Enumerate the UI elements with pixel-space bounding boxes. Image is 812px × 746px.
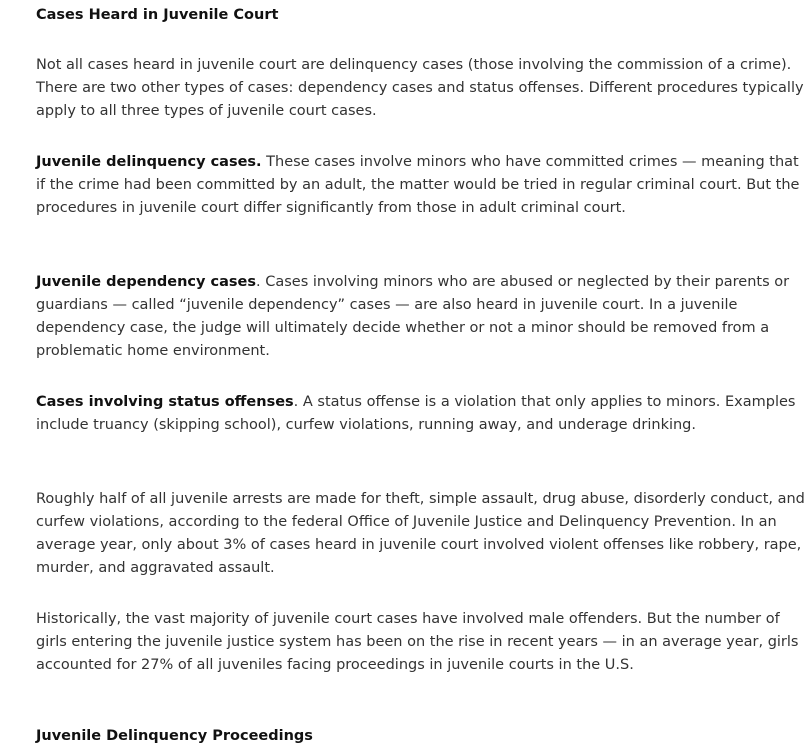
gender-paragraph: Historically, the vast majority of juvenile court cases have involved male offenders. But the number of girls entering the juvenile justice system has been on the rise in recent years — in an average year, girls accounted for 27% of all juveniles facing proceedings in juvenile courts in the U.S. xyxy=(36,611,799,673)
status-text: . A status offense is a violation that only applies to minors. Examples include truancy (skipping school), curfew violations, running away, and underage drinking. xyxy=(36,394,796,433)
dependency-paragraph xyxy=(36,271,806,363)
section-heading: Cases Heard in Juvenile Court xyxy=(36,7,279,23)
status-offense-paragraph xyxy=(36,391,806,437)
next-section-heading: Juvenile Delinquency Proceedings xyxy=(36,728,313,744)
intro-paragraph: Not all cases heard in juvenile court are delinquency cases (those involving the commission of a crime). There are two other types of cases: dependency cases and status offenses. Different procedures typically apply to all three types of juvenile court cases. xyxy=(36,57,804,119)
delinquency-lead: Juvenile delinquency cases. xyxy=(36,154,262,170)
dependency-text: . Cases involving minors who are abused or neglected by their parents or guardians — called “juvenile dependency” cases — are also heard in juvenile court. In a juvenile dependency case, the judge will ultimately decide whether or not a minor should be removed from a problematic home environment. xyxy=(36,274,790,359)
delinquency-text: These cases involve minors who have committed crimes — meaning that if the crime had been committed by an adult, the matter would be tried in regular criminal court. But the procedures in juvenile court differ significantly from those in adult criminal court. xyxy=(36,154,800,216)
delinquency-paragraph xyxy=(36,151,806,220)
status-lead: Cases involving status offenses xyxy=(36,394,294,410)
dependency-lead: Juvenile dependency cases xyxy=(36,274,257,290)
arrests-paragraph: Roughly half of all juvenile arrests are made for theft, simple assault, drug abuse, disorderly conduct, and curfew violations, according to the federal Office of Juvenile Justice and Delinquency Prevention. In an average year, only about 3% of cases heard in juvenile court involved violent offenses like robbery, rape, murder, and aggravated assault. xyxy=(36,491,805,576)
